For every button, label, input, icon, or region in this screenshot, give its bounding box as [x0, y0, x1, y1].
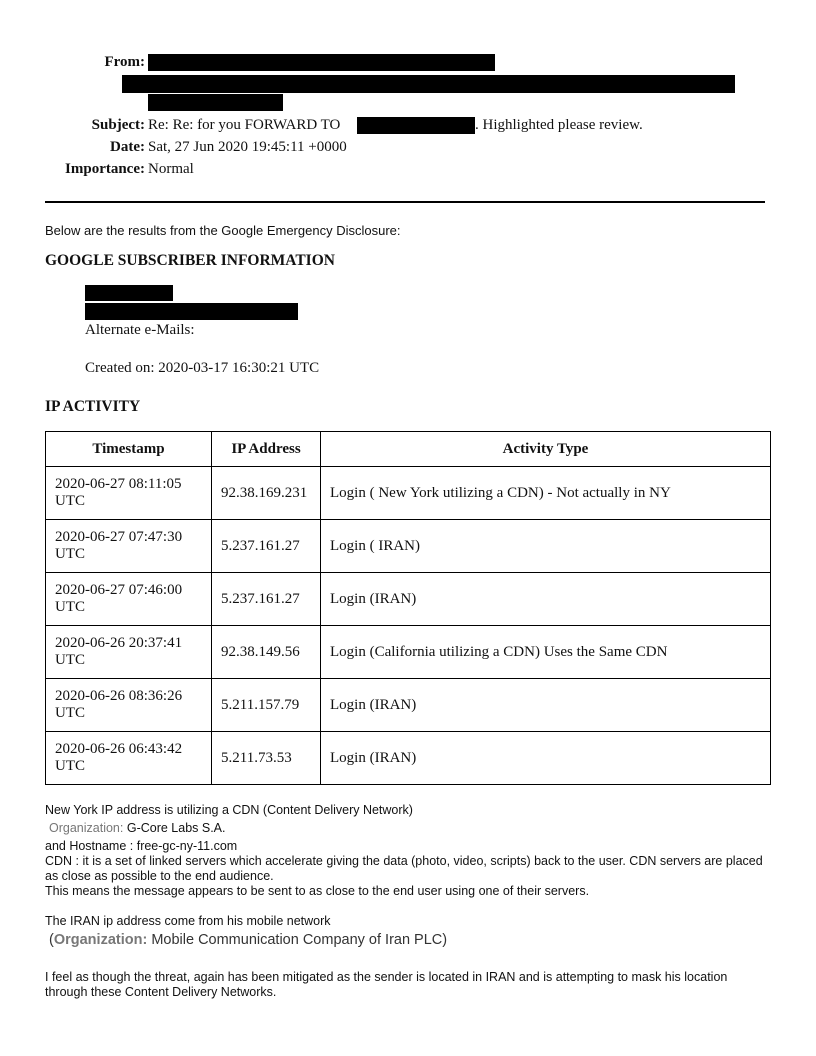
- column-header-activity: Activity Type: [321, 432, 771, 467]
- redaction-block: [85, 303, 298, 320]
- subject-value-part1: Re: Re: for you FORWARD TO: [148, 117, 341, 133]
- timestamp-tz: UTC: [55, 758, 85, 774]
- organization-label: Organization:: [49, 821, 124, 835]
- activity-cell: Login (IRAN): [321, 732, 771, 785]
- table-header-row: [46, 432, 771, 467]
- subject-value-part2: . Highlighted please review.: [475, 117, 643, 133]
- ip-cell: 5.237.161.27: [212, 520, 321, 573]
- date-label: Date:: [110, 139, 145, 155]
- timestamp-tz: UTC: [55, 546, 85, 562]
- from-label: From:: [104, 54, 145, 70]
- redaction-block: [357, 117, 475, 134]
- timestamp-tz: UTC: [55, 705, 85, 721]
- ip-activity-title: IP ACTIVITY: [45, 398, 141, 415]
- redaction-block: [122, 75, 735, 93]
- ip-cell: 5.237.161.27: [212, 573, 321, 626]
- activity-cell: Login ( New York utilizing a CDN) - Not actually in NY: [321, 467, 771, 520]
- organization-line: [49, 821, 779, 836]
- timestamp-cell: [46, 626, 212, 679]
- timestamp-cell: [46, 573, 212, 626]
- timestamp-tz: UTC: [55, 652, 85, 668]
- created-on: Created on: 2020-03-17 16:30:21 UTC: [85, 360, 320, 376]
- redaction-block: [85, 285, 173, 301]
- iran-organization-label: Organization:: [53, 932, 148, 948]
- timestamp-cell: [46, 732, 212, 785]
- timestamp-tz: UTC: [55, 493, 85, 509]
- timestamp-date: 2020-06-26 20:37:41: [55, 635, 183, 651]
- header-divider: [45, 201, 765, 203]
- table-row: [46, 626, 771, 679]
- subject-label: Subject:: [91, 117, 145, 133]
- redaction-block: [148, 54, 495, 71]
- timestamp-date: 2020-06-27 07:46:00: [55, 582, 183, 598]
- cdn-definition: CDN : it is a set of linked servers which accelerate giving the data (photo, video, scripts) back to the user. CDN servers are placed as close as possible to the end audience.: [45, 854, 763, 883]
- timestamp-tz: UTC: [55, 599, 85, 615]
- table-row: [46, 732, 771, 785]
- timestamp-date: 2020-06-27 07:47:30: [55, 529, 183, 545]
- table-row: [46, 467, 771, 520]
- iran-network-note: The IRAN ip address come from his mobile network: [45, 914, 331, 928]
- table-row: [46, 679, 771, 732]
- table-row: [46, 520, 771, 573]
- column-header-timestamp: Timestamp: [46, 432, 212, 467]
- activity-cell: Login (IRAN): [321, 573, 771, 626]
- subscriber-title: GOOGLE SUBSCRIBER INFORMATION: [45, 252, 335, 269]
- activity-cell: Login (California utilizing a CDN) Uses the Same CDN: [321, 626, 771, 679]
- date-value: Sat, 27 Jun 2020 19:45:11 +0000: [148, 139, 347, 155]
- timestamp-date: 2020-06-26 08:36:26: [55, 688, 183, 704]
- timestamp-cell: [46, 467, 212, 520]
- conclusion-text: I feel as though the threat, again has been mitigated as the sender is located in IRAN and is attempting to mask his location through these Content Delivery Networks.: [45, 970, 728, 999]
- redaction-block: [148, 94, 283, 111]
- iran-org-open-paren: (: [49, 932, 54, 948]
- organization-value: G-Core Labs S.A.: [126, 821, 226, 835]
- timestamp-date: 2020-06-27 08:11:05: [55, 476, 182, 492]
- ip-cell: 5.211.157.79: [212, 679, 321, 732]
- timestamp-cell: [46, 520, 212, 573]
- importance-label: Importance:: [65, 161, 145, 177]
- ip-cell: 92.38.149.56: [212, 626, 321, 679]
- alternate-emails-label: Alternate e-Mails:: [85, 322, 195, 338]
- cdn-meaning: This means the message appears to be sent to as close to the end user using one of their servers.: [45, 884, 590, 898]
- activity-cell: Login ( IRAN): [321, 520, 771, 573]
- iran-organization-line: [49, 933, 779, 948]
- ip-cell: 92.38.169.231: [212, 467, 321, 520]
- intro-text: Below are the results from the Google Emergency Disclosure:: [45, 223, 401, 238]
- timestamp-cell: [46, 679, 212, 732]
- column-header-ip: IP Address: [212, 432, 321, 467]
- ip-activity-table: [45, 431, 771, 785]
- iran-organization-value: Mobile Communication Company of Iran PLC): [151, 932, 448, 948]
- hostname-line: and Hostname : free-gc-ny-11.com: [45, 839, 238, 853]
- importance-value: Normal: [148, 161, 194, 177]
- ip-cell: 5.211.73.53: [212, 732, 321, 785]
- ny-cdn-note: New York IP address is utilizing a CDN (Content Delivery Network): [45, 803, 413, 817]
- activity-cell: Login (IRAN): [321, 679, 771, 732]
- timestamp-date: 2020-06-26 06:43:42: [55, 741, 183, 757]
- table-row: [46, 573, 771, 626]
